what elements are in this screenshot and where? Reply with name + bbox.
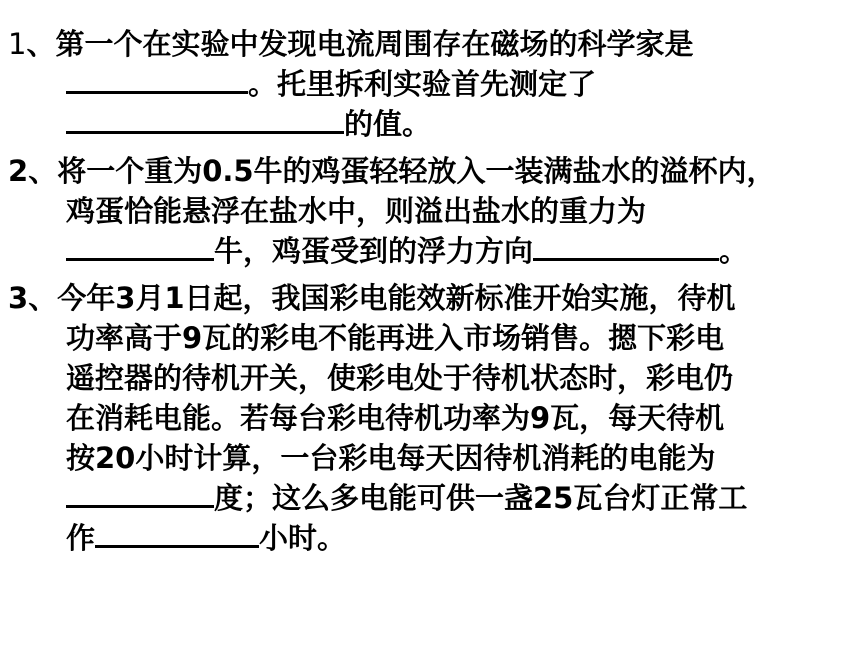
question-3-number: 3 (8, 281, 29, 315)
answer-blank-1[interactable] (66, 67, 248, 94)
question-3-line-6 (66, 480, 747, 516)
answer-blank-2[interactable] (66, 107, 344, 134)
answer-blank-3[interactable] (66, 234, 214, 261)
answer-blank-6[interactable] (95, 521, 259, 548)
question-3-text-3: 遥控器的待机开关，使彩电处于待机状态时，彩电仍 (66, 361, 734, 395)
question-1-text-3: 的值。 (344, 107, 432, 141)
question-1-line-2 (66, 66, 596, 102)
question-2-line-3 (66, 233, 748, 269)
answer-blank-5[interactable] (66, 481, 214, 508)
question-1-line-3 (66, 106, 431, 142)
question-1-number: 1 (8, 27, 27, 61)
question-3-line-7 (66, 520, 346, 556)
question-2-text-3: 牛，鸡蛋受到的浮力方向 (214, 234, 534, 268)
question-1-text-2: 。托里拆利实验首先测定了 (248, 67, 597, 101)
answer-blank-4[interactable] (533, 234, 719, 261)
question-3-text-5: 按20小时计算，一台彩电每天因待机消耗的电能为 (66, 441, 716, 475)
question-2-line-1 (8, 153, 776, 189)
question-3-text-4: 在消耗电能。若每台彩电待机功率为9瓦，每天待机 (66, 401, 725, 435)
question-2-text-4: 。 (719, 234, 749, 268)
question-3-line-3 (66, 360, 733, 396)
question-3-text-2: 功率高于9瓦的彩电不能再进入市场销售。摁下彩电 (66, 321, 725, 355)
question-3-text-8: 小时。 (259, 521, 347, 555)
question-3-line-2 (66, 320, 724, 356)
question-2-line-2 (66, 193, 646, 229)
question-3-text: 、今年3月1日起，我国彩电能效新标准开始实施，待机 (28, 281, 736, 315)
question-3-line-1 (8, 280, 736, 316)
question-2-text-2: 鸡蛋恰能悬浮在盐水中，则溢出盐水的重力为 (66, 194, 647, 228)
question-2-text: 、将一个重为0.5牛的鸡蛋轻轻放入一装满盐水的溢杯内， (28, 154, 776, 188)
question-1-text: 、第一个在实验中发现电流周围存在磁场的科学家是 (26, 27, 694, 61)
question-3-text-6: 度；这么多电能可供一盏25瓦台灯正常工 (214, 481, 748, 515)
question-3-line-4 (66, 400, 724, 436)
question-3-line-5 (66, 440, 715, 476)
question-3-text-7: 作 (66, 521, 96, 555)
question-2-number: 2 (8, 154, 29, 188)
question-1-line-1 (8, 26, 693, 62)
